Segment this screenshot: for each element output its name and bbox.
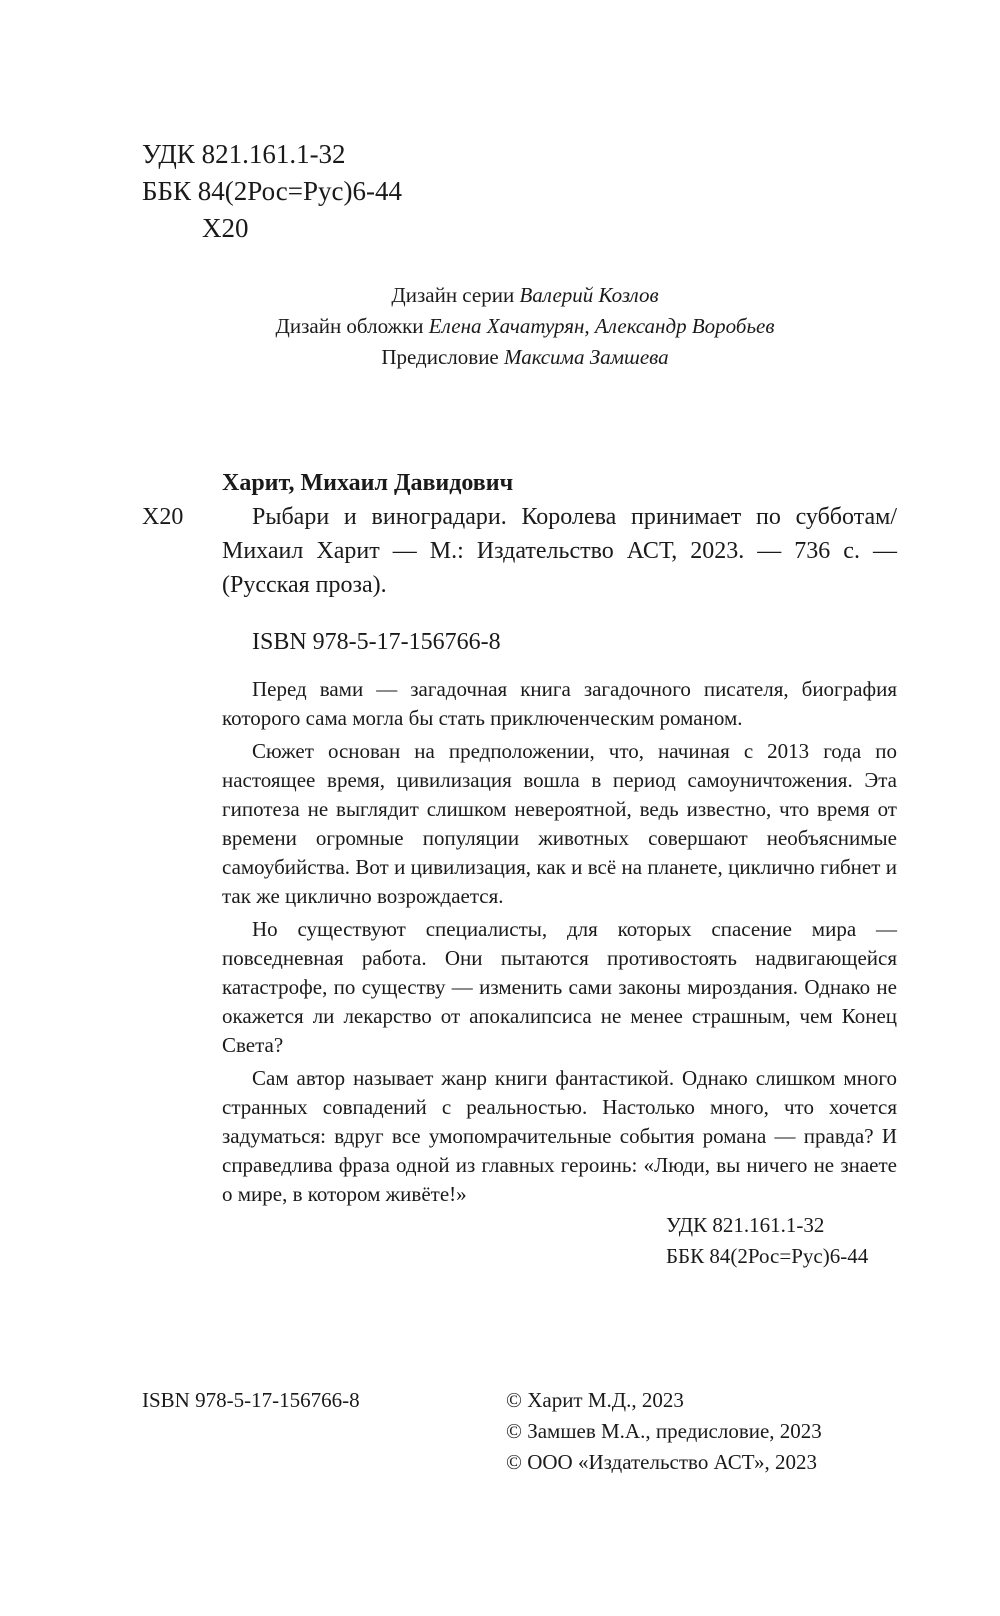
annotation-paragraph: Перед вами — загадочная книга загадочного писателя, биография которого сама могла бы стать приключенческим романом. (222, 677, 897, 730)
bibliographic-author-mark: Х20 (142, 504, 184, 530)
annotation-paragraph: Сюжет основан на предположении, что, начиная с 2013 года по настоящее время, цивилизация вошла в период самоуничтожения. Эта гипотеза не выглядит слишком невероятной, ведь известно, что время от времени огромные популяции животных совершают необъяснимые самоубийства. Вот и цивилизация, как и всё на планете, циклично гибнет и так же циклично возрождается. (222, 739, 897, 908)
bbk-code: ББК 84(2Рос=Рус)6-44 (142, 176, 402, 206)
author-mark: Х20 (202, 213, 249, 243)
footer-udk: УДК 821.161.1-32 (666, 1213, 825, 1237)
footer-classification (666, 1210, 868, 1272)
bibliographic-description: Рыбари и виноградари. Королева принимает по субботам/ Михаил Харит — М.: Издательство АСТ, 2023. — 736 с. — (Русская проза). (222, 504, 897, 598)
annotation-paragraph: Сам автор называет жанр книги фантастикой. Однако слишком много странных совпадений с реальностью. Настолько много, что хочется задуматься: вдруг все умопомрачительные события романа — правда? И справедлива фраза одной из главных героинь: «Люди, вы ничего не знаете о мире, в котором живёте!» (222, 1066, 897, 1206)
isbn-imprint: ISBN 978-5-17-156766-8 (142, 1388, 360, 1412)
isbn-main: ISBN 978-5-17-156766-8 (252, 629, 501, 655)
footer-bbk: ББК 84(2Рос=Рус)6-44 (666, 1244, 869, 1268)
copyright-preface: © Замшев М.А., предисловие, 2023 (506, 1419, 822, 1443)
cover-design-credit: Дизайн обложки Елена Хачатурян, Александр Воробьев (275, 314, 775, 338)
annotation-paragraph: Но существуют специалисты, для которых спасение мира — повседневная работа. Они пытаются противостоять надвигающейся катастрофе, по существу — изменить сами законы мироздания. Однако не окажется ли лекарство от апокалипсиса не менее страшным, чем Конец Света? (222, 917, 897, 1057)
author-heading: Харит, Михаил Давидович (222, 470, 514, 496)
copyright-publisher: © ООО «Издательство АСТ», 2023 (506, 1450, 817, 1474)
series-design-credit: Дизайн серии Валерий Козлов (391, 283, 659, 307)
copyright-block (506, 1385, 822, 1478)
credits-block (150, 280, 900, 373)
preface-credit: Предисловие Максима Замшева (381, 345, 669, 369)
copyright-author: © Харит М.Д., 2023 (506, 1388, 684, 1412)
udk-code: УДК 821.161.1-32 (142, 139, 346, 169)
annotation (222, 675, 897, 1213)
classification-block (142, 136, 402, 247)
